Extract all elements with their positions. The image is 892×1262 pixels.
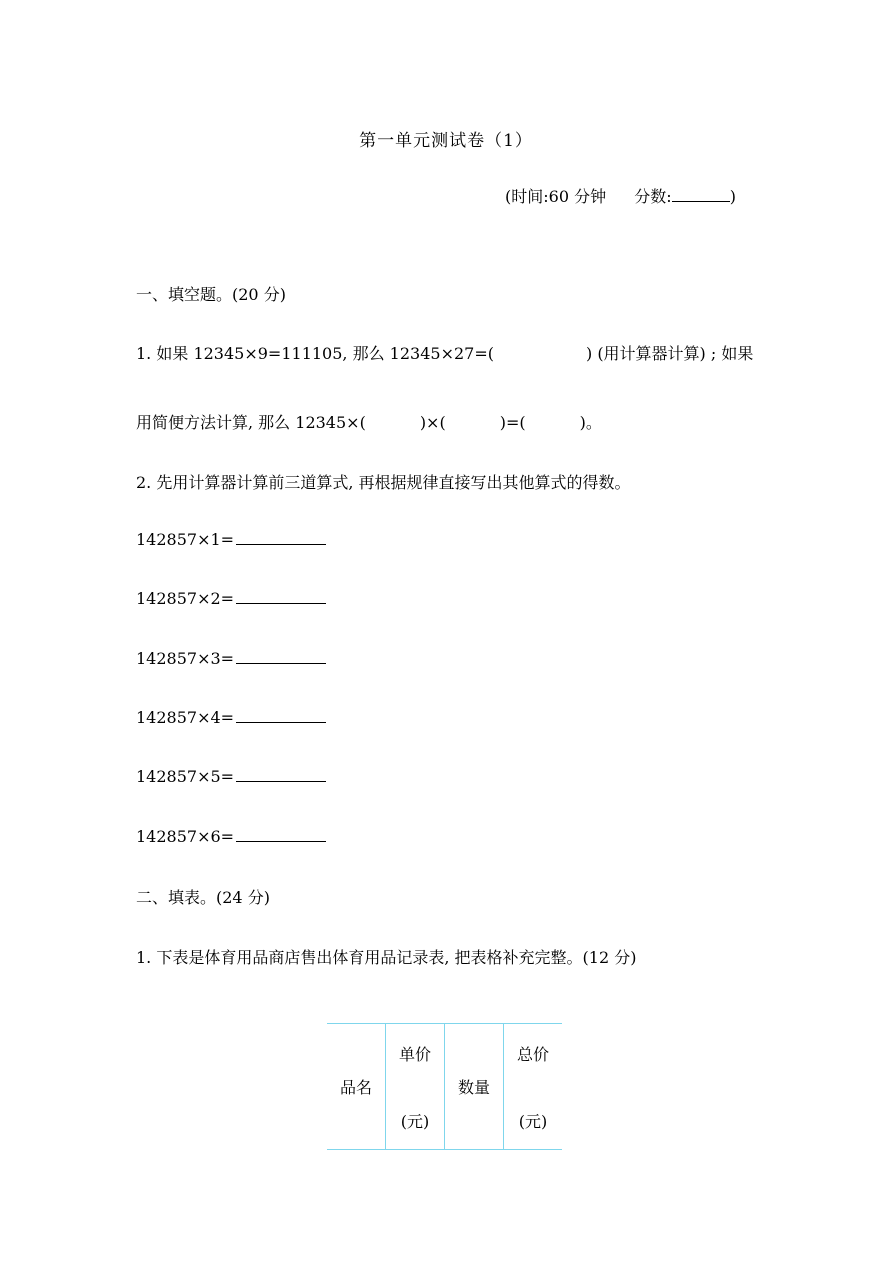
- equation-text: 142857×4=: [136, 708, 235, 727]
- section2-q1-text: 1. 下表是体育用品商店售出体育用品记录表, 把表格补充完整。(12 分): [136, 948, 637, 967]
- answer-blank[interactable]: [236, 708, 326, 723]
- q1-line2: [136, 410, 602, 433]
- header-cell-unit-price: [386, 1024, 445, 1150]
- q1-line1: [136, 341, 753, 364]
- header-label: 数量: [457, 1078, 490, 1097]
- score-label: 分数:: [634, 187, 672, 206]
- answer-blank[interactable]: [236, 767, 326, 782]
- header-unit: (元): [400, 1111, 430, 1131]
- time-label: (时间:60 分钟: [505, 187, 607, 206]
- exam-info: [505, 184, 736, 207]
- answer-blank[interactable]: [236, 530, 326, 545]
- answer-blank[interactable]: [236, 827, 326, 842]
- equation-row: [136, 708, 326, 727]
- page-title: 第一单元测试卷（1）: [359, 131, 533, 151]
- header-label: 品名: [339, 1078, 372, 1097]
- info-close-paren: ): [729, 187, 736, 206]
- header-cell-item-name: [327, 1024, 386, 1150]
- sales-record-table: [327, 1023, 562, 1150]
- equation-row: [136, 827, 326, 846]
- q1-line2-text-b: )×(: [419, 413, 446, 432]
- header-unit: (元): [518, 1111, 548, 1131]
- header-label: 总价: [516, 1044, 549, 1064]
- score-blank[interactable]: [672, 187, 730, 202]
- answer-blank[interactable]: [236, 589, 326, 604]
- q1-line2-text-d: )。: [579, 413, 602, 432]
- equation-text: 142857×5=: [136, 767, 235, 786]
- equation-row: [136, 649, 326, 668]
- table-header-row: [327, 1024, 562, 1150]
- equation-row: [136, 589, 326, 608]
- answer-blank[interactable]: [236, 649, 326, 664]
- header-cell-quantity: [445, 1024, 504, 1150]
- equation-text: 142857×2=: [136, 589, 235, 608]
- section2-heading: 二、填表。(24 分): [136, 888, 270, 907]
- q1-line1-text-b: ) (用计算器计算) ; 如果: [585, 344, 754, 363]
- equation-row: [136, 767, 326, 786]
- equation-row: [136, 530, 326, 549]
- equation-text: 142857×1=: [136, 530, 235, 549]
- q2-instruction: 2. 先用计算器计算前三道算式, 再根据规律直接写出其他算式的得数。: [136, 473, 631, 492]
- header-label: 单价: [398, 1044, 431, 1064]
- section1-heading: 一、填空题。(20 分): [136, 285, 286, 304]
- equation-text: 142857×3=: [136, 649, 235, 668]
- q1-line2-text-c: )=(: [499, 413, 526, 432]
- q1-line1-text-a: 1. 如果 12345×9=111105, 那么 12345×27=(: [136, 344, 494, 363]
- header-cell-total-price: [504, 1024, 563, 1150]
- q1-line2-text-a: 用简便方法计算, 那么 12345×(: [136, 413, 366, 432]
- equation-text: 142857×6=: [136, 827, 235, 846]
